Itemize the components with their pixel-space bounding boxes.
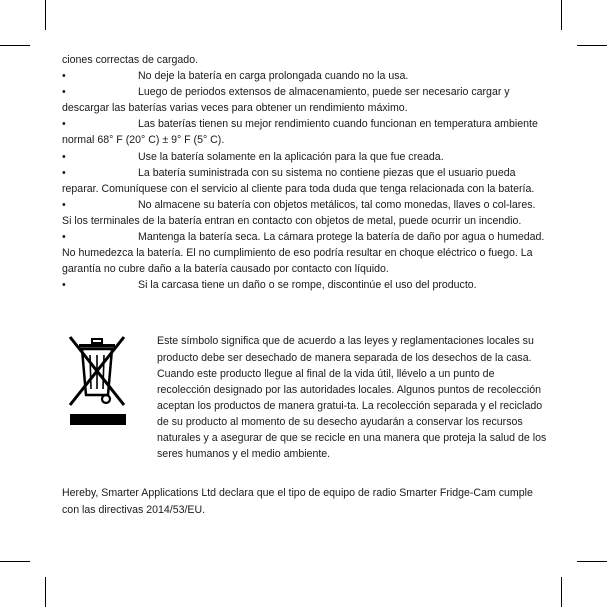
bullet-item <box>62 149 546 165</box>
bullet-text: Mantenga la batería seca. La cámara protege la batería de daño por agua o humedad. No humedezca la batería. El no cumplimiento de eso podría resultar en choque eléctrico o fuego. La garantía no cubre daño a la batería causado por contacto con líquido. <box>62 231 545 276</box>
bullet-text: No almacene su batería con objetos metálicos, tal como monedas, llaves o col-lares. Si los terminales de la batería entran en contacto con objetos de metal, puede ocurrir un incendio. <box>62 198 536 227</box>
crop-mark-top-left-horizontal <box>0 45 30 46</box>
bullet-marker: • <box>62 231 66 244</box>
bullet-marker: • <box>62 70 66 83</box>
bullet-marker: • <box>62 150 66 163</box>
bullet-item <box>62 165 546 197</box>
bullet-item <box>62 197 546 229</box>
bullet-text: Si la carcasa tiene un daño o se rompe, discontinúe el uso del producto. <box>138 279 477 292</box>
crop-mark-top-right-horizontal <box>577 45 607 46</box>
bullet-item <box>62 229 546 277</box>
weee-section <box>62 333 546 473</box>
bullet-item <box>62 277 546 293</box>
bullet-text: Luego de periodos extensos de almacenamiento, puede ser necesario cargar y descargar las baterías varias veces para obtener un rendimiento máximo. <box>62 86 510 115</box>
bullet-marker: • <box>62 198 66 211</box>
bullet-marker: • <box>62 166 66 179</box>
bullet-text: Las baterías tienen su mejor rendimiento cuando funcionan en temperatura ambiente normal 68° F (20° C) ± 9° F (5° C). <box>62 118 538 147</box>
crop-mark-bottom-left-vertical <box>45 577 46 607</box>
crop-mark-top-right-vertical <box>561 0 562 30</box>
crossed-out-wheelie-bin-icon <box>66 335 128 427</box>
bullet-text: Use la batería solamente en la aplicación para la que fue creada. <box>138 150 444 163</box>
bullet-marker: • <box>62 279 66 292</box>
continuation-text: ciones correctas de cargado. <box>62 54 199 66</box>
bullet-text: La batería suministrada con su sistema no contiene piezas que el usuario pueda reparar. Comuníquese con el servicio al cliente para toda duda que tenga relacionada con la batería. <box>62 166 535 195</box>
bullet-text: No deje la batería en carga prolongada cuando no la usa. <box>138 70 409 83</box>
bullet-marker: • <box>62 86 66 99</box>
crop-mark-bottom-right-vertical <box>561 577 562 607</box>
bullet-item <box>62 116 546 148</box>
radio-equipment-declaration: Hereby, Smarter Applications Ltd declara que el tipo de equipo de radio Smarter Fridge-Cam cumple con las directivas 2014/53/EU. <box>62 487 533 516</box>
bullet-marker: • <box>62 118 66 131</box>
crop-mark-bottom-right-horizontal <box>577 561 607 562</box>
crop-mark-top-left-vertical <box>45 0 46 30</box>
crop-mark-bottom-left-horizontal <box>0 561 30 562</box>
weee-disposal-text: Este símbolo significa que de acuerdo a las leyes y reglamentaciones locales su producto debe ser desechado de manera separada de los desechos de la casa. Cuando este producto llegue al final de la vida útil, llévelo a un punto de recolección designado por las autoridades locales. Algunos puntos de recolección aceptan los productos de manera gratui-ta. La recolección separada y el reciclado de su producto al momento de su desecho ayudarán a conservar los recursos naturales y a asegurar de que se recicle en una manera que proteja la salud de los seres humanos y el medio ambiente. <box>157 335 547 461</box>
bullet-item <box>62 84 546 116</box>
bullet-item <box>62 68 546 84</box>
document-body <box>62 52 546 518</box>
